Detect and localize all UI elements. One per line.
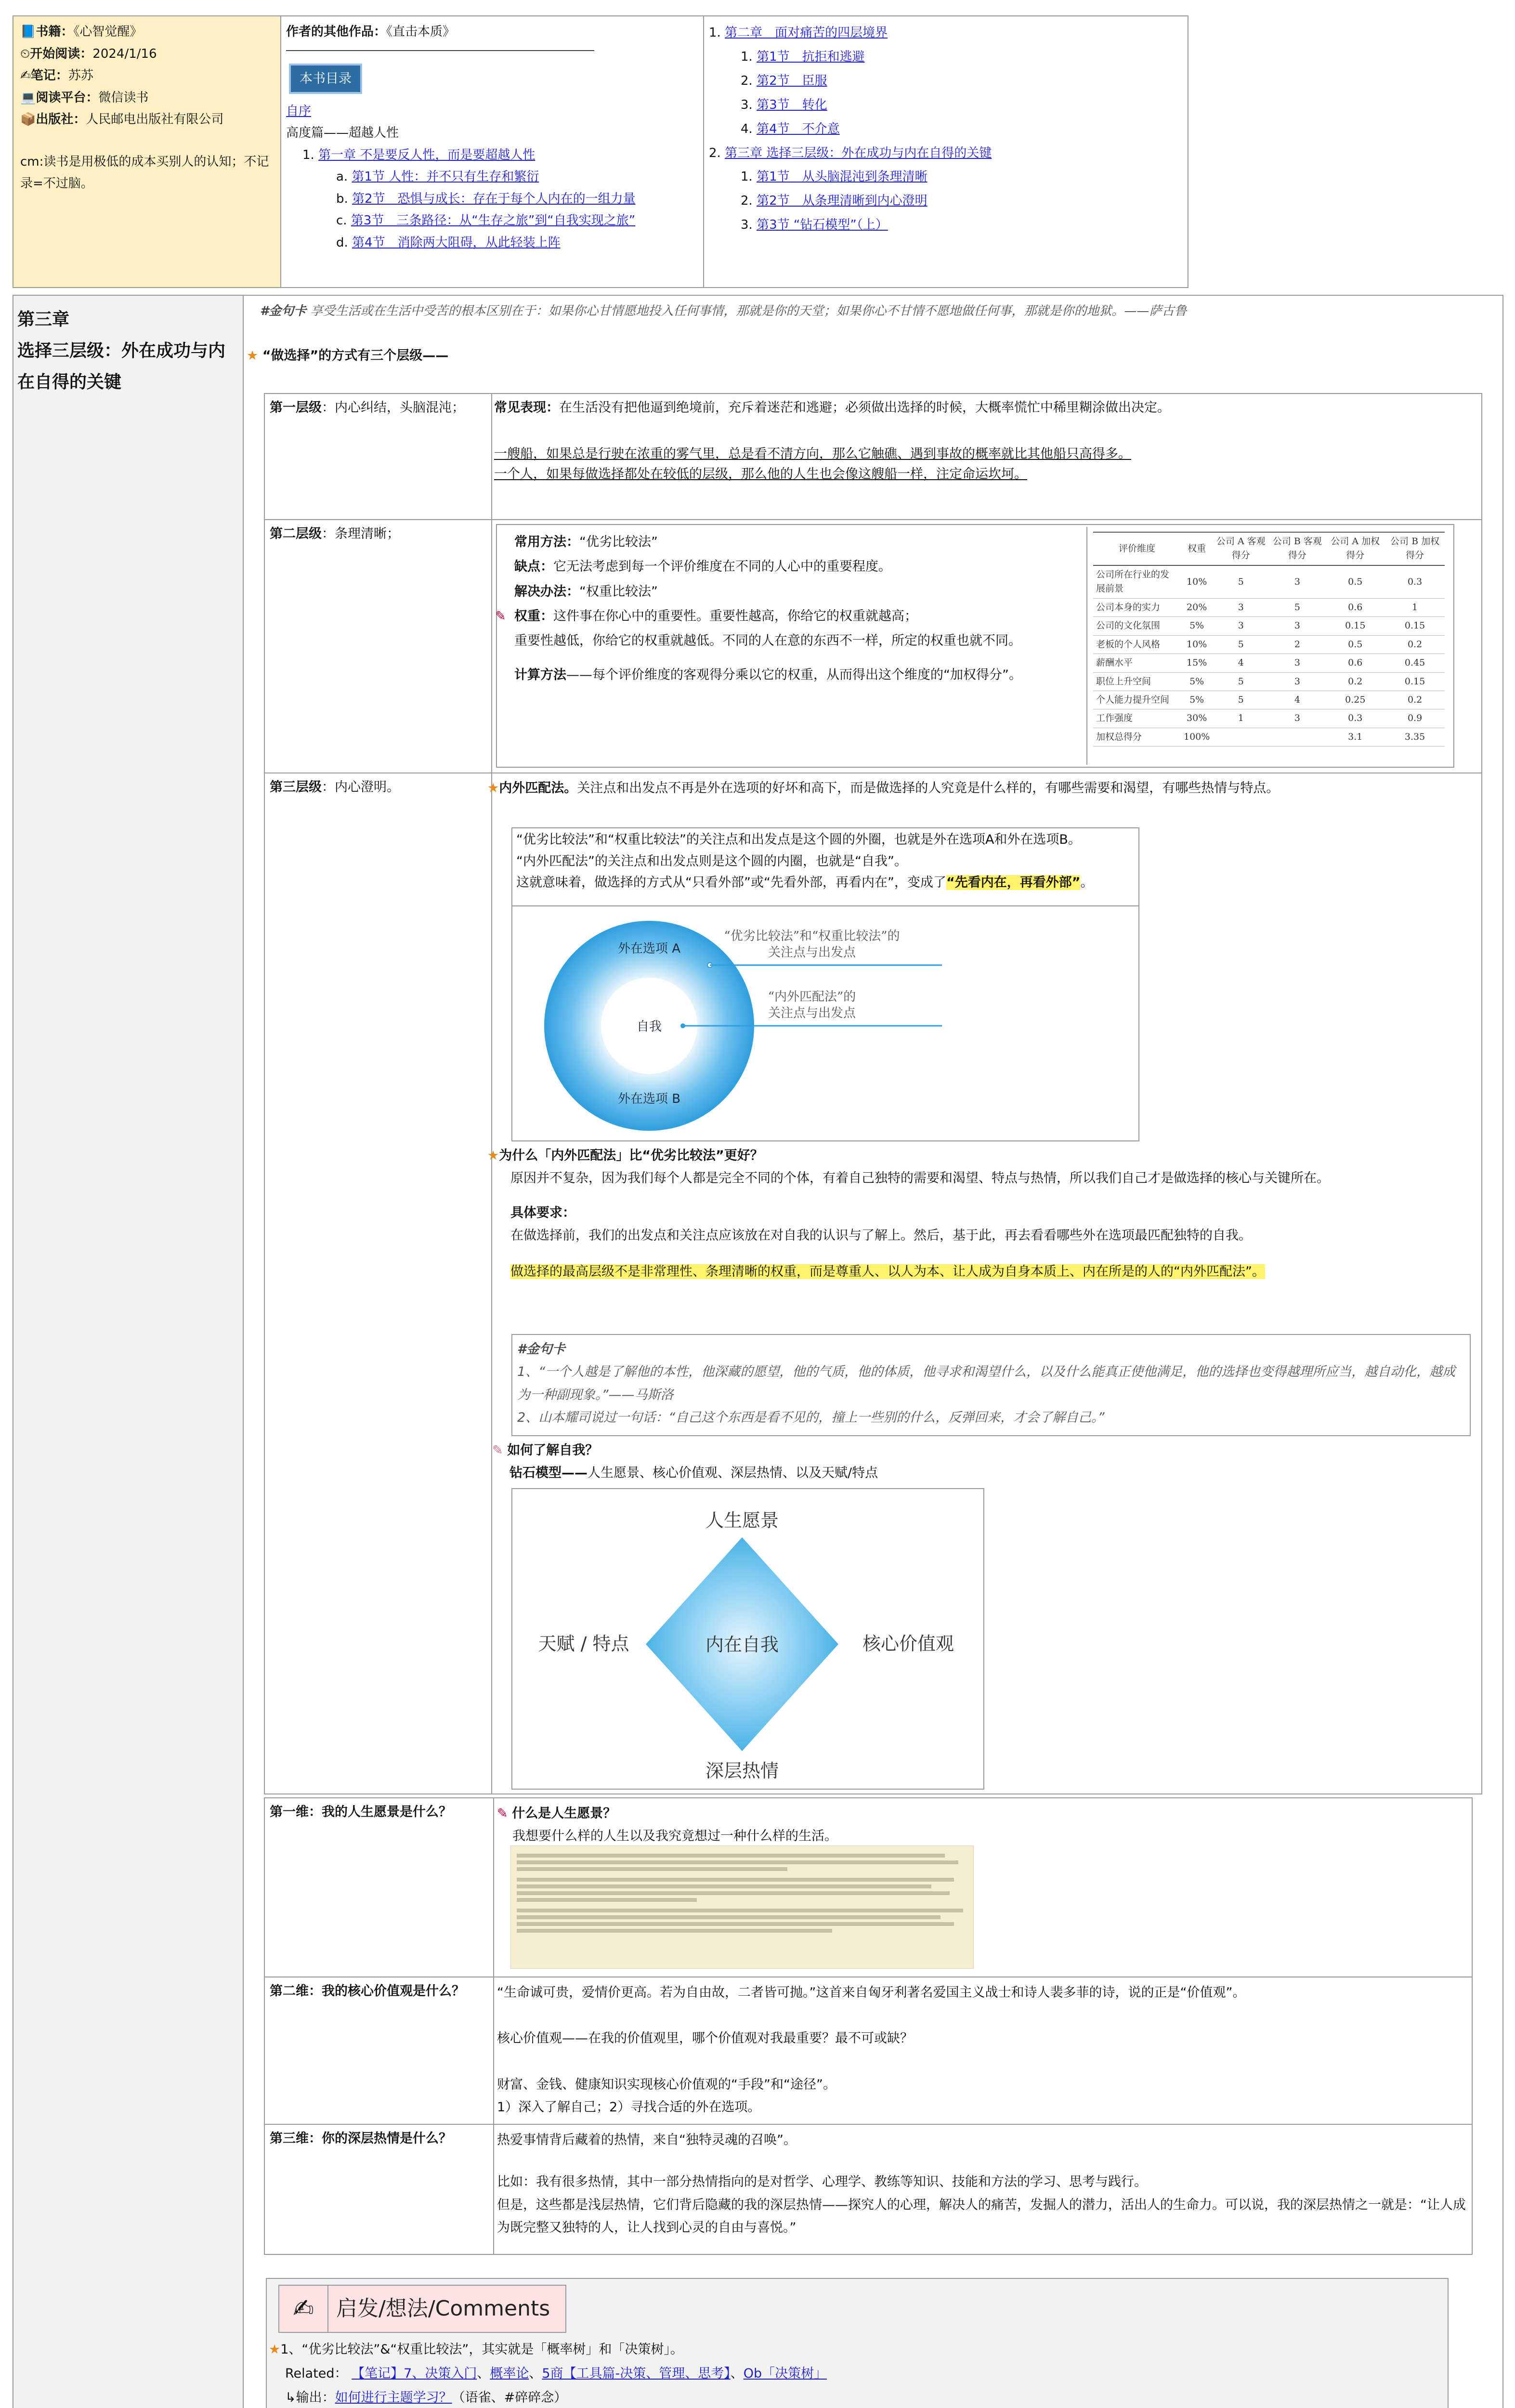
table-row — [1093, 635, 1445, 654]
table-cell: 0.15 — [1385, 672, 1445, 691]
toc-ch2-sec1: 1. 第1节 抗拒和逃避 — [741, 49, 865, 64]
toc-ch2-link[interactable]: 第二章 面对痛苦的四层境界 — [725, 26, 888, 40]
toc-ch3-link[interactable]: 第三章 选择三层级：外在成功与内在自得的关键 — [725, 145, 992, 160]
toc-ch2-row: 1. 第二章 面对痛苦的四层境界 — [709, 26, 888, 40]
table-cell: 0.25 — [1325, 691, 1385, 709]
package-icon: 📦 — [20, 112, 36, 127]
pencil-icon: ✎ — [495, 608, 506, 624]
table-cell: 0.3 — [1385, 565, 1445, 598]
table-cell: 5 — [1213, 635, 1269, 654]
level3-label-cell: 第三层级：内心澄明。 — [265, 773, 492, 1793]
table-cell: 4 — [1213, 654, 1269, 672]
dim3-content-cell: 热爱事情背后藏着的热情，来自“独特灵魂的召唤”。 比如：我有很多热情，其中一部分热情指向的是对哲学、心理学、教练等知识、技能和方法的学习、思考与践行。 但是，这些都是浅层热情，它们背后隐藏的我的深层热情——探究人的心理，解决人的痛苦，发掘人的潜力，活出人的生命力。可以说，我的深层热情之一就是：“让人成为既完整又独特的人，让人找到心灵的自由与喜悦。” — [497, 2133, 1466, 2235]
table-cell: 公司本身的实力 — [1093, 598, 1181, 616]
dim1-label-cell: 第一维：我的人生愿景是什么？ — [265, 1798, 494, 1977]
toc-ch2-sec2: 2. 第2节 臣服 — [741, 73, 827, 88]
writer-icon: ✍ — [20, 68, 31, 83]
diamond-left-label: 天赋 / 特点 — [538, 1633, 629, 1654]
table-cell: 1 — [1213, 709, 1269, 728]
diamond-center-label: 内在自我 — [705, 1634, 779, 1655]
table-cell: 0.15 — [1385, 617, 1445, 635]
ring-box-divider — [512, 905, 1138, 906]
dim3-label-cell: 第三维：你的深层热情是什么？ — [265, 2125, 494, 2254]
table-row — [1093, 709, 1445, 728]
star-icon: ★ — [269, 2342, 281, 2357]
toc-ch3-sec3: 3. 第3节 “钻石模型”（上） — [741, 218, 888, 233]
table-cell: 0.2 — [1385, 691, 1445, 709]
diamond-diagram — [512, 1489, 983, 1789]
table-cell: 0.2 — [1325, 672, 1385, 691]
table-cell: 5% — [1181, 617, 1213, 635]
toc-ch1-row: 1. 第一章 不是要反人性，而是要超越人性 — [302, 147, 535, 162]
table-cell: 5 — [1269, 598, 1325, 616]
table-row — [1093, 728, 1445, 746]
notes-row: ✍笔记：苏苏 — [20, 68, 93, 83]
toc-ch2-sec4: 4. 第4节 不介意 — [741, 121, 840, 136]
level2-label-cell: 第二层级：条理清晰； — [265, 520, 492, 773]
cm-note: cm:读书是用极低的成本买别人的认知；不记录=不过脑。 — [20, 154, 269, 191]
comments-title: 启发/想法/Comments — [336, 2296, 550, 2321]
related-link[interactable]: Ob「决策树」 — [743, 2366, 827, 2381]
table-cell: 0.5 — [1325, 565, 1385, 598]
table-header-cell: 公司 B 加权得分 — [1385, 532, 1445, 565]
star-icon: ★ — [247, 348, 259, 363]
table-cell: 公司的文化氛围 — [1093, 617, 1181, 635]
table-cell: 5% — [1181, 691, 1213, 709]
toc-button[interactable]: 本书目录 — [289, 64, 362, 94]
table-cell: 老板的个人风格 — [1093, 635, 1181, 654]
table-cell: 公司所在行业的发展前景 — [1093, 565, 1181, 598]
table-cell: 0.2 — [1385, 635, 1445, 654]
toc-right-cell — [704, 16, 1188, 287]
toc-ch2-sec3: 3. 第3节 转化 — [741, 97, 827, 112]
table-cell: 0.6 — [1325, 654, 1385, 672]
star-icon: ★ — [487, 781, 499, 796]
pencil-icon: ✎ — [492, 1443, 503, 1458]
level1-content-cell: 常见表现：在生活没有把他逼到绝境前，充斥着迷茫和逃避；必须做出选择的时候，大概率慌忙中稀里糊涂做出决定。 一艘船，如果总是行驶在浓重的雾气里，总是看不清方向，那么它触礁、遇到事故的概率就比其他船只高得多。 一个人，如果每做选择都处在较低的层级，那么他的人生也会像这艘船一样，注定命运坎坷。 — [492, 394, 1481, 520]
table-cell: 3 — [1269, 709, 1325, 728]
table-cell — [1269, 728, 1325, 746]
book-title-row: 📘书籍：《心智觉醒》 — [20, 25, 143, 39]
other-works: 作者的其他作品：《直击本质》 — [286, 25, 456, 39]
star-icon: ★ — [487, 1148, 499, 1163]
toc-link[interactable]: 第1节 抗拒和逃避 — [757, 49, 865, 64]
toc-ch1-sec4: d. 第4节 消除两大阻碍，从此轻装上阵 — [336, 235, 561, 250]
table-header-cell: 公司 A 客观得分 — [1213, 532, 1269, 565]
related-link[interactable]: 【笔记】7、决策入门 — [352, 2366, 477, 2381]
table-cell: 0.9 — [1385, 709, 1445, 728]
ring-annotation: “内外匹配法”的 — [768, 990, 856, 1004]
ring-label-b: 外在选项 B — [617, 1092, 681, 1106]
table-cell: 5 — [1213, 565, 1269, 598]
ring-annotation: “优劣比较法”和“权重比较法”的 — [724, 929, 900, 943]
table-cell: 工作强度 — [1093, 709, 1181, 728]
quote-card: #金句卡 1、“一个人越是了解他的本性，他深藏的愿望，他的气质，他的体质，他寻求和渴望什么，以及什么能真正使他满足，他的选择也变得越理所应当，越自动化，越成为一种副现象。”——马斯洛 2、山本耀司说过一句话：“自己这个东西是看不见的，撞上一些别的什么，反弹回来，才会了解自己。” — [511, 1334, 1471, 1436]
publisher-row: 📦出版社：人民邮电出版社有限公司 — [20, 112, 224, 127]
table-cell: 薪酬水平 — [1093, 654, 1181, 672]
book-info-cell — [13, 16, 281, 287]
table-header-cell: 公司 A 加权得分 — [1325, 532, 1385, 565]
table-cell: 3.35 — [1385, 728, 1445, 746]
table-cell: 加权总得分 — [1093, 728, 1181, 746]
table-header-cell: 评价维度 — [1093, 532, 1181, 565]
table-cell: 3 — [1213, 617, 1269, 635]
intro-line: ★ “做选择”的方式有三个层级—— — [247, 348, 449, 363]
weight-table — [1093, 532, 1445, 746]
ring-box-text: “优劣比较法”和“权重比较法”的关注点和出发点是这个圆的外圈，也就是外在选项A和外在选项B。 “内外匹配法”的关注点和出发点则是这个圆的内圈，也就是“自我”。 这就意味着，做选择的方式从“只看外部”或“先看外部，再看内在”，变成了“先看内在，再看外部”。 — [516, 832, 1094, 890]
divider — [286, 50, 594, 51]
level1-line2: 一个人，如果每做选择都处在较低的层级，那么他的人生也会像这艘船一样，注定命运坎坷。 — [494, 466, 1027, 482]
computer-icon: 💻 — [20, 90, 36, 105]
table-cell: 3 — [1213, 598, 1269, 616]
table-cell: 3 — [1269, 617, 1325, 635]
pencil-icon: ✎ — [497, 1806, 508, 1821]
why-section: ★为什么「内外匹配法」比“优劣比较法”更好？ 原因并不复杂，因为我们每个人都是完全不同的个体，有着自己独特的需要和渴望、特点与热情，所以我们自己才是做选择的核心与关键所在。 具体要求： 在做选择前，我们的出发点和关注点应该放在对自我的认识与了解上。然后，基于此，再去看看哪些外在选项最匹配独特的自我。 做选择的最高层级不是非常理性、条理清晰的权重，而是尊重人、以人为本、让人成为自身本质上、内在所是的人的“内外匹配法”。 — [487, 1148, 1330, 1279]
table-cell: 个人能力提升空间 — [1093, 691, 1181, 709]
diamond-bottom-label: 深层热情 — [705, 1760, 779, 1781]
writing-hand-icon: ✍ — [279, 2286, 328, 2332]
table-cell — [1213, 728, 1269, 746]
platform-row: 💻阅读平台：微信读书 — [20, 90, 149, 105]
level3-match-line: ★内外匹配法。关注点和出发点不再是外在选项的好坏和高下，而是做选择的人究竟是什么样的，有哪些需要和渴望，有哪些热情与特点。 — [487, 781, 1280, 796]
ring-label-self: 自我 — [636, 1020, 662, 1034]
chapter-title: 选择三层级：外在成功与内在自得的关键 — [17, 340, 226, 392]
start-date-row: ⏲开始阅读：2024/1/16 — [20, 46, 157, 61]
know-self-section: ✎ 如何了解自我？ 钻石模型——人生愿景、核心价值观、深层热情、以及天赋/特点 — [492, 1443, 878, 1481]
table-header-cell: 权重 — [1181, 532, 1213, 565]
chapter-number: 第三章 — [17, 310, 70, 329]
table-cell: 5% — [1181, 672, 1213, 691]
toc-ch3-sec2: 2. 第2节 从条理清晰到内心澄明 — [741, 194, 927, 209]
toc-link[interactable]: 第4节 不介意 — [757, 121, 840, 136]
level1-label-cell: 第一层级：内心纠结，头脑混沌； — [265, 394, 492, 520]
table-cell: 5 — [1213, 672, 1269, 691]
table-cell: 2 — [1269, 635, 1325, 654]
table-cell: 1 — [1385, 598, 1445, 616]
toc-link[interactable]: 第2节 恐惧与成长：存在于每个人内在的一组力量 — [352, 191, 636, 206]
weight-table-frame — [1086, 527, 1450, 765]
toc-ch1-sec2: b. 第2节 恐惧与成长：存在于每个人内在的一组力量 — [336, 191, 636, 206]
dim2-content-cell: “生命诚可贵，爱情价更高。若为自由故，二者皆可抛。”这首来自匈牙利著名爱国主义战士和诗人裴多菲的诗，说的正是“价值观”。 核心价值观——在我的价值观里，哪个价值观对我最重要？最不可或缺？ 财富、金钱、健康知识实现核心价值观的“手段”和“途径”。 1）深入了解自己；2）寻找合适的外在选项。 — [494, 1977, 1472, 2125]
table-cell: 15% — [1181, 654, 1213, 672]
toc-link[interactable]: 第3节 “钻石模型”（上） — [757, 218, 888, 233]
table-cell: 10% — [1181, 565, 1213, 598]
table-cell: 0.5 — [1325, 635, 1385, 654]
toc-middle-cell — [281, 16, 704, 287]
part-title: 高度篇——超越人性 — [286, 126, 399, 141]
ring-label-a: 外在选项 A — [617, 942, 681, 956]
highlight-text: “先看内在，再看外部” — [946, 875, 1081, 890]
table-cell: 100% — [1181, 728, 1213, 746]
toc-ch3-row: 2. 第三章 选择三层级：外在成功与内在自得的关键 — [709, 145, 992, 160]
toc-ch3-sec1: 1. 第1节 从头脑混沌到条理清晰 — [741, 170, 927, 184]
table-row — [1093, 565, 1445, 598]
table-row — [1093, 672, 1445, 691]
table-cell: 0.15 — [1325, 617, 1385, 635]
table-row — [1093, 691, 1445, 709]
chapter-label-cell — [13, 296, 244, 2408]
output-link[interactable]: 如何进行主题学习？ — [335, 2390, 452, 2405]
dim1-content-cell: ✎ 什么是人生愿景？ 我想要什么样的人生以及我究竟想过一种什么样的生活。 — [494, 1798, 1472, 1977]
ring-annotation: 关注点与出发点 — [768, 945, 856, 960]
table-cell: 0.6 — [1325, 598, 1385, 616]
table-cell: 3 — [1269, 672, 1325, 691]
toc-link[interactable]: 第1节 人性：并不只有生存和繁衍 — [352, 170, 539, 184]
toc-ch1-sec1: a. 第1节 人性：并不只有生存和繁衍 — [336, 170, 539, 184]
toc-link[interactable]: 第3节 转化 — [757, 97, 827, 112]
table-row — [1093, 654, 1445, 672]
table-row — [1093, 617, 1445, 635]
preface-link[interactable]: 自序 — [286, 104, 312, 118]
ring-diagram — [513, 907, 1137, 1140]
table-cell: 20% — [1181, 598, 1213, 616]
comments-header — [278, 2285, 566, 2333]
toc-ch1-link[interactable]: 第一章 不是要反人性，而是要超越人性 — [318, 147, 535, 162]
clock-icon: ⏲ — [20, 46, 30, 61]
highlight-text: 做选择的最高层级不是非常理性、条理清晰的权重，而是尊重人、以人为本、让人成为自身本质上、内在所是的人的“内外匹配法”。 — [510, 1264, 1265, 1279]
table-cell: 0.3 — [1325, 709, 1385, 728]
toc-ch1-sec3: c. 第3节 三条路径：从“生存之旅”到“自我实现之旅” — [336, 213, 636, 228]
toc-link[interactable]: 第4节 消除两大阻碍，从此轻装上阵 — [352, 235, 561, 250]
table-cell: 3 — [1269, 565, 1325, 598]
table-cell: 5 — [1213, 691, 1269, 709]
table-cell: 4 — [1269, 691, 1325, 709]
dim2-label-cell: 第二维：我的核心价值观是什么？ — [265, 1977, 494, 2125]
table-cell: 10% — [1181, 635, 1213, 654]
table-cell: 30% — [1181, 709, 1213, 728]
toc-link[interactable]: 第2节 臣服 — [757, 73, 827, 88]
dim1-excerpt-image — [510, 1845, 974, 1969]
toc-link[interactable]: 第1节 从头脑混沌到条理清晰 — [757, 170, 927, 184]
comments-body: ★1、“优劣比较法”&“权重比较法”，其实就是「概率树」和「决策树」。 Related： 【笔记】7、决策入门、概率论、5商【工具篇-决策、管理、思考】、Ob「决策树」 ↳输出：如何进行主题学习？（语雀、#碎碎念） — [269, 2342, 827, 2405]
toc-link[interactable]: 第3节 三条路径：从“生存之旅”到“自我实现之旅” — [351, 213, 636, 228]
table-cell: 职位上升空间 — [1093, 672, 1181, 691]
table-cell: 3.1 — [1325, 728, 1385, 746]
level1-line1: 一艘船，如果总是行驶在浓重的雾气里，总是看不清方向，那么它触礁、遇到事故的概率就比其他船只高得多。 — [494, 446, 1131, 461]
ring-annotation: 关注点与出发点 — [768, 1006, 856, 1021]
table-cell: 3 — [1269, 654, 1325, 672]
table-row — [1093, 598, 1445, 616]
diamond-right-label: 核心价值观 — [862, 1633, 954, 1654]
diamond-top-label: 人生愿景 — [705, 1510, 779, 1531]
book-icon: 📘 — [20, 25, 36, 39]
related-link[interactable]: 5商【工具篇-决策、管理、思考】 — [542, 2366, 731, 2381]
golden-quote: #金句卡 享受生活或在生活中受苦的根本区别在于：如果你心甘情愿地投入任何事情，那就是你的天堂；如果你心不甘情不愿地做任何事，那就是你的地狱。——萨古鲁 — [260, 304, 1187, 318]
toc-link[interactable]: 第2节 从条理清晰到内心澄明 — [757, 194, 927, 209]
related-link[interactable]: 概率论 — [490, 2366, 529, 2381]
level2-box: 常用方法：“优劣比较法” 缺点：它无法考虑到每一个评价维度在不同的人心中的重要程度。 解决办法：“权重比较法” ✎ 权重：这件事在你心中的重要性。重要性越高，你给它的权重就越高； 重要性越低，你给它的权重就越低。不同的人在意的东西不一样，所定的权重也就不同。 计算方法——每个评价维度的客观得分乘以它的权重，从而得出这个维度的“加权得分”。 — [496, 524, 1454, 768]
table-header-cell: 公司 B 客观得分 — [1269, 532, 1325, 565]
table-cell: 0.45 — [1385, 654, 1445, 672]
